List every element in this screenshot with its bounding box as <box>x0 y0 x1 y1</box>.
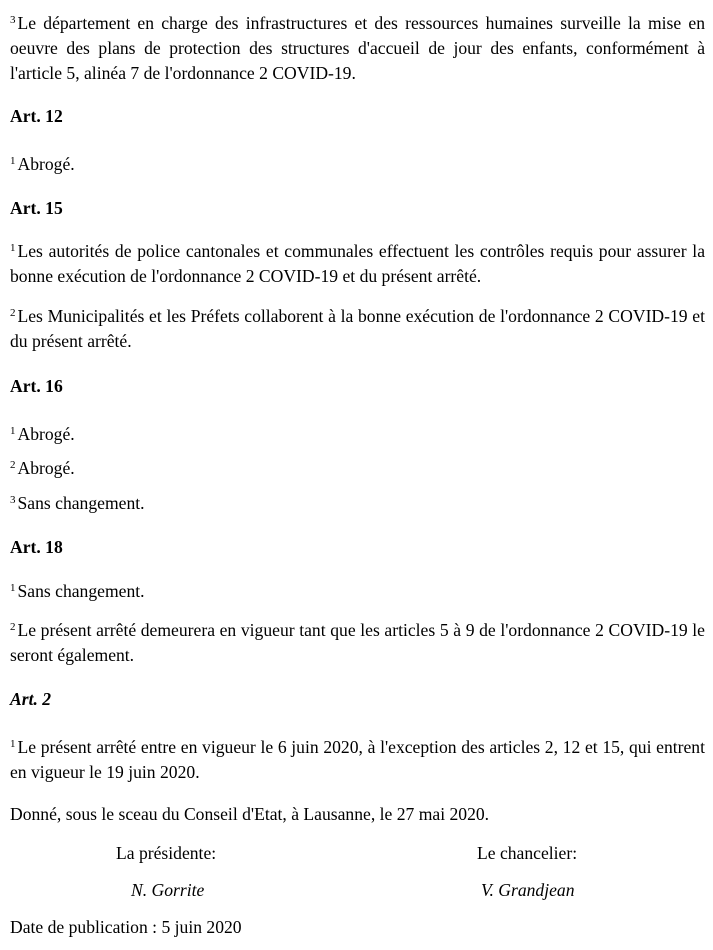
heading-art-12: Art. 12 <box>10 106 63 126</box>
paragraph-art16-al2 <box>10 456 705 481</box>
paragraph-text: Les Municipalités et les Préfets collaborent à la bonne exécution de l'ordonnance 2 COVID-19 et du présent arrêté. <box>10 306 705 351</box>
paragraph-text: Abrogé. <box>17 458 75 478</box>
paragraph-text: Abrogé. <box>17 154 75 174</box>
alinea-number: 1 <box>10 582 16 594</box>
paragraph-art12-al1 <box>10 152 705 177</box>
given-under-seal-line: Donné, sous le sceau du Conseil d'Etat, à Lausanne, le 27 mai 2020. <box>10 804 490 824</box>
alinea-number: 3 <box>10 494 16 506</box>
paragraph-text: Le département en charge des infrastructures et des ressources humaines surveille la mise en oeuvre des plans de protection des structures d'accueil de jour des enfants, conformément à l'article 5, alinéa 7 de l'ordonnance 2 COVID-19. <box>10 13 705 83</box>
paragraph-text: Le présent arrêté entre en vigueur le 6 juin 2020, à l'exception des articles 2, 12 et 15, qui entrent en vigueur le 19 juin 2020. <box>10 737 705 782</box>
alinea-number: 1 <box>10 425 16 437</box>
alinea-number: 1 <box>10 155 16 167</box>
paragraph-text: Sans changement. <box>17 581 145 601</box>
publication-date: Date de publication : 5 juin 2020 <box>10 917 242 937</box>
alinea-number: 3 <box>10 14 16 26</box>
signature-name-right: V. Grandjean <box>481 880 575 900</box>
paragraph-art16-al3 <box>10 491 705 516</box>
alinea-number: 2 <box>10 621 16 633</box>
paragraph-text: Abrogé. <box>17 424 75 444</box>
paragraph-text: Le présent arrêté demeurera en vigueur tant que les articles 5 à 9 de l'ordonnance 2 COVID-19 le seront également. <box>10 620 705 665</box>
alinea-number: 1 <box>10 242 16 254</box>
heading-art-2: Art. 2 <box>10 689 52 709</box>
alinea-number: 2 <box>10 307 16 319</box>
paragraph-text: Les autorités de police cantonales et communales effectuent les contrôles requis pour assurer la bonne exécution de l'ordonnance 2 COVID-19 et du présent arrêté. <box>10 241 705 286</box>
signature-name-left: N. Gorrite <box>131 880 205 900</box>
alinea-number: 1 <box>10 738 16 750</box>
paragraph-art18-al2 <box>10 618 705 668</box>
paragraph-text: Sans changement. <box>17 493 145 513</box>
alinea-number: 2 <box>10 459 16 471</box>
heading-art-15: Art. 15 <box>10 198 63 218</box>
heading-art-18: Art. 18 <box>10 537 63 557</box>
signature-title-left: La présidente: <box>116 843 217 863</box>
paragraph-art11-al3 <box>10 11 705 86</box>
paragraph-art2-al1 <box>10 735 705 785</box>
heading-art-16: Art. 16 <box>10 376 63 396</box>
paragraph-art15-al2 <box>10 304 705 354</box>
paragraph-art18-al1 <box>10 579 705 604</box>
paragraph-art15-al1 <box>10 239 705 289</box>
paragraph-art16-al1 <box>10 422 705 447</box>
signature-title-right: Le chancelier: <box>477 843 578 863</box>
